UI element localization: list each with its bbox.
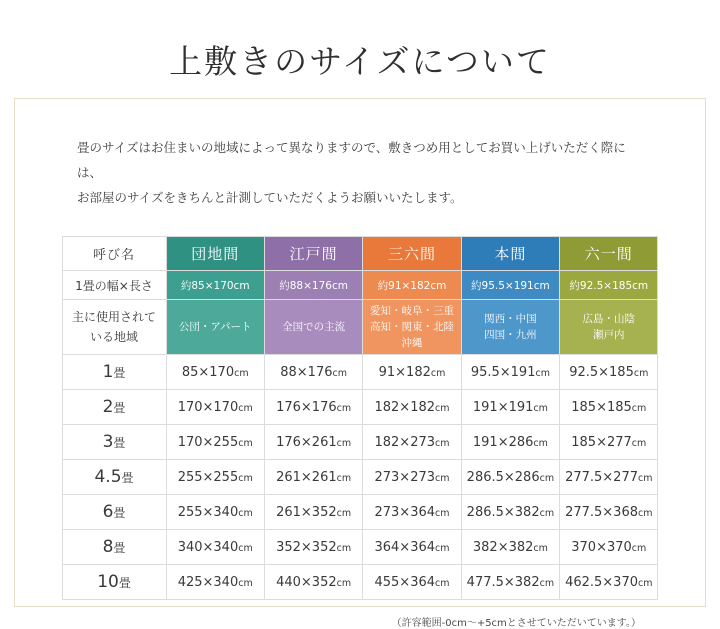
cell-3-4: 277.5×277cm	[560, 460, 658, 495]
table-row	[62, 495, 658, 530]
cell-6-1: 440×352cm	[264, 565, 362, 600]
cell-1-0: 170×170cm	[166, 390, 264, 425]
mat-count-4: 6畳	[62, 495, 166, 530]
cell-0-2: 91×182cm	[363, 355, 461, 390]
mat-count-2: 3畳	[62, 425, 166, 460]
cell-4-1: 261×352cm	[264, 495, 362, 530]
cell-6-4: 462.5×370cm	[560, 565, 658, 600]
intro-text	[15, 135, 705, 210]
cell-3-2: 273×273cm	[363, 460, 461, 495]
one-mat-size-0: 約85×170cm	[166, 271, 264, 300]
cell-2-4: 185×277cm	[560, 425, 658, 460]
cell-3-1: 261×261cm	[264, 460, 362, 495]
cell-6-2: 455×364cm	[363, 565, 461, 600]
areas-1: 全国での主流	[264, 300, 362, 355]
one-mat-size-row	[62, 271, 658, 300]
one-mat-size-2: 約91×182cm	[363, 271, 461, 300]
table-row	[62, 530, 658, 565]
cell-3-0: 255×255cm	[166, 460, 264, 495]
intro-line-2: お部屋のサイズをきちんと計測していただくようお願いいたします。	[77, 190, 463, 205]
cell-2-1: 176×261cm	[264, 425, 362, 460]
page-title: 上敷きのサイズについて	[169, 42, 551, 81]
cell-0-0: 85×170cm	[166, 355, 264, 390]
column-header-4: 六一間	[560, 237, 658, 271]
cell-5-3: 382×382cm	[461, 530, 559, 565]
cell-5-4: 370×370cm	[560, 530, 658, 565]
cell-6-3: 477.5×382cm	[461, 565, 559, 600]
cell-0-4: 92.5×185cm	[560, 355, 658, 390]
mat-count-0: 1畳	[62, 355, 166, 390]
row-label-areas: 主に使用されて いる地域	[62, 300, 166, 355]
row-label-name: 呼び名	[62, 237, 166, 271]
cell-5-1: 352×352cm	[264, 530, 362, 565]
cell-4-2: 273×364cm	[363, 495, 461, 530]
size-table	[62, 236, 659, 600]
cell-5-0: 340×340cm	[166, 530, 264, 565]
mat-count-1: 2畳	[62, 390, 166, 425]
cell-6-0: 425×340cm	[166, 565, 264, 600]
cell-3-3: 286.5×286cm	[461, 460, 559, 495]
cell-1-3: 191×191cm	[461, 390, 559, 425]
table-header-row	[62, 237, 658, 271]
column-header-1: 江戸間	[264, 237, 362, 271]
one-mat-size-3: 約95.5×191cm	[461, 271, 559, 300]
table-row	[62, 565, 658, 600]
mat-count-6: 10畳	[62, 565, 166, 600]
areas-4: 広島・山陰 瀬戸内	[560, 300, 658, 355]
cell-0-3: 95.5×191cm	[461, 355, 559, 390]
areas-3: 関西・中国 四国・九州	[461, 300, 559, 355]
cell-4-4: 277.5×368cm	[560, 495, 658, 530]
cell-0-1: 88×176cm	[264, 355, 362, 390]
cell-2-2: 182×273cm	[363, 425, 461, 460]
column-header-0: 団地間	[166, 237, 264, 271]
mat-count-3: 4.5畳	[62, 460, 166, 495]
mat-count-5: 8畳	[62, 530, 166, 565]
table-row	[62, 425, 658, 460]
row-label-one-mat: 1畳の幅×長さ	[62, 271, 166, 300]
areas-2: 愛知・岐阜・三重 高知・関東・北陸 沖縄	[363, 300, 461, 355]
column-header-3: 本間	[461, 237, 559, 271]
cell-1-2: 182×182cm	[363, 390, 461, 425]
table-row	[62, 390, 658, 425]
cell-4-3: 286.5×382cm	[461, 495, 559, 530]
column-header-2: 三六間	[363, 237, 461, 271]
areas-0: 公団・アパート	[166, 300, 264, 355]
areas-row	[62, 300, 658, 355]
tolerance-note: （許容範囲-0cm〜+5cmとさせていただいています。）	[391, 618, 641, 629]
table-row	[62, 460, 658, 495]
content-frame	[14, 98, 706, 629]
cell-1-1: 176×176cm	[264, 390, 362, 425]
cell-1-4: 185×185cm	[560, 390, 658, 425]
cell-4-0: 255×340cm	[166, 495, 264, 530]
cell-2-3: 191×286cm	[461, 425, 559, 460]
one-mat-size-1: 約88×176cm	[264, 271, 362, 300]
intro-line-1: 畳のサイズはお住まいの地域によって異なりますので、敷きつめ用としてお買い上げいただく際には、	[77, 140, 626, 180]
cell-5-2: 364×364cm	[363, 530, 461, 565]
cell-2-0: 170×255cm	[166, 425, 264, 460]
table-row	[62, 355, 658, 390]
one-mat-size-4: 約92.5×185cm	[560, 271, 658, 300]
